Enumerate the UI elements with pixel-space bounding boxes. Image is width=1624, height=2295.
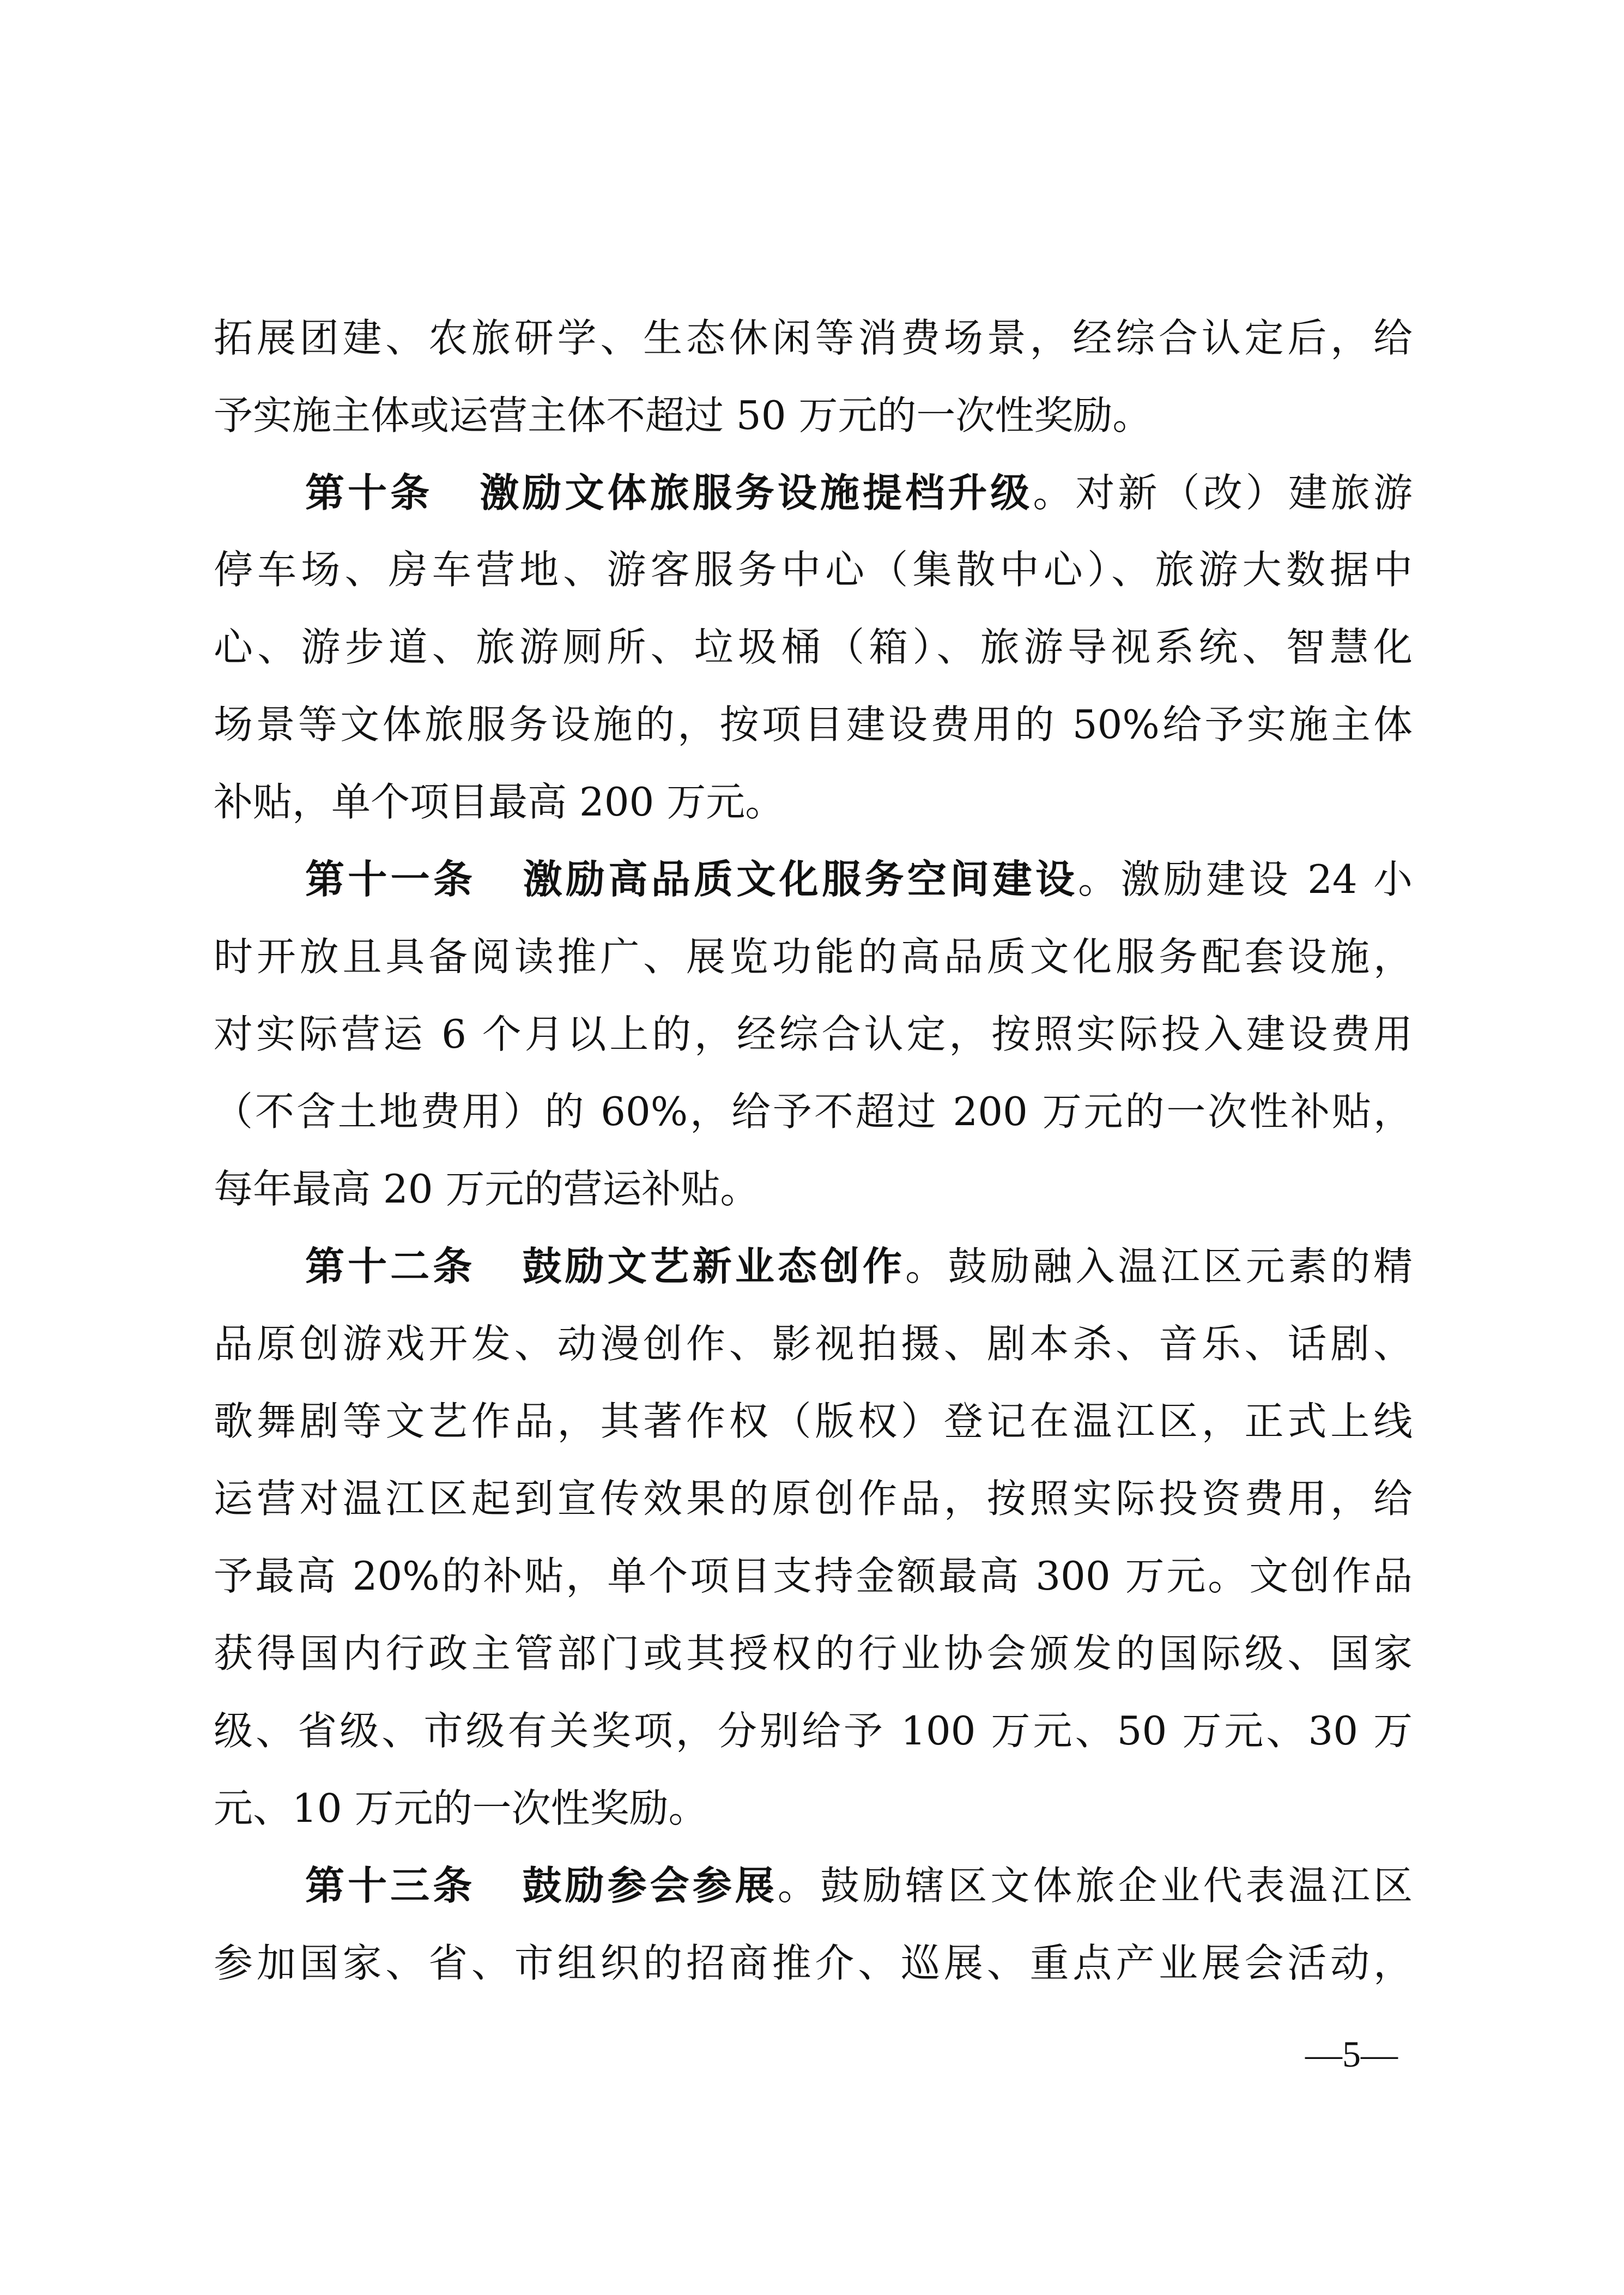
body-text-line: 时开放且具备阅读推广、展览功能的高品质文化服务配套设施， <box>214 934 1413 980</box>
body-text: 。鼓励融入温江区元素的精 <box>905 1243 1413 1289</box>
article-number: 第十三条 <box>305 1863 476 1909</box>
body-text: 。激励建设 24 小 <box>1078 856 1413 902</box>
body-text-line: 予实施主体或运营主体不超过 50 万元的一次性奖励。 <box>214 392 1152 438</box>
page-number: —5— <box>1305 2033 1398 2075</box>
body-text-line: 参加国家、省、市组织的招商推介、巡展、重点产业展会活动， <box>214 1940 1413 1986</box>
body-text-line: 获得国内行政主管部门或其授权的行业协会颁发的国际级、国家 <box>214 1630 1413 1676</box>
body-text-line: 停车场、房车营地、游客服务中心（集散中心）、旅游大数据中 <box>214 547 1413 593</box>
article-number: 第十一条 <box>305 856 476 902</box>
body-text-line: 品原创游戏开发、动漫创作、影视拍摄、剧本杀、音乐、话剧、 <box>214 1321 1413 1367</box>
body-text-line: 场景等文体旅服务设施的，按项目建设费用的 50%给予实施主体 <box>214 702 1413 747</box>
body-text-line: 补贴，单个项目最高 200 万元。 <box>214 779 785 825</box>
article-heading-line <box>305 852 1413 907</box>
body-text: 。对新（改）建旅游 <box>1033 470 1413 516</box>
article-heading-line <box>305 1239 1413 1294</box>
body-text-line: 级、省级、市级有关奖项，分别给予 100 万元、50 万元、30 万 <box>214 1708 1413 1754</box>
body-text-line: 对实际营运 6 个月以上的，经综合认定，按照实际投入建设费用 <box>214 1011 1413 1057</box>
article-title: 激励文体旅服务设施提档升级 <box>476 470 1033 516</box>
body-text-line: 心、游步道、旅游厕所、垃圾桶（箱）、旅游导视系统、智慧化 <box>214 624 1413 670</box>
body-text-line: 拓展团建、农旅研学、生态休闲等消费场景，经综合认定后，给 <box>214 315 1413 361</box>
article-title: 鼓励文艺新业态创作 <box>519 1243 906 1289</box>
body-text-line: 元、10 万元的一次性奖励。 <box>214 1785 708 1831</box>
body-text-line: 予最高 20%的补贴，单个项目支持金额最高 300 万元。文创作品 <box>214 1553 1413 1599</box>
article-title: 激励高品质文化服务空间建设 <box>519 856 1078 902</box>
article-number: 第十二条 <box>305 1243 476 1289</box>
body-text-line: 每年最高 20 万元的营运补贴。 <box>214 1166 760 1212</box>
body-text-line: （不含土地费用）的 60%，给予不超过 200 万元的一次性补贴， <box>214 1089 1413 1134</box>
article-heading-line <box>305 1858 1413 1913</box>
article-heading-line <box>305 466 1413 520</box>
article-number: 第十条 <box>305 470 433 516</box>
article-title: 鼓励参会参展 <box>519 1863 778 1909</box>
body-text: 。鼓励辖区文体旅企业代表温江区 <box>777 1863 1413 1909</box>
body-text-line: 运营对温江区起到宣传效果的原创作品，按照实际投资费用，给 <box>214 1476 1413 1521</box>
body-text-line: 歌舞剧等文艺作品，其著作权（版权）登记在温江区，正式上线 <box>214 1398 1413 1444</box>
